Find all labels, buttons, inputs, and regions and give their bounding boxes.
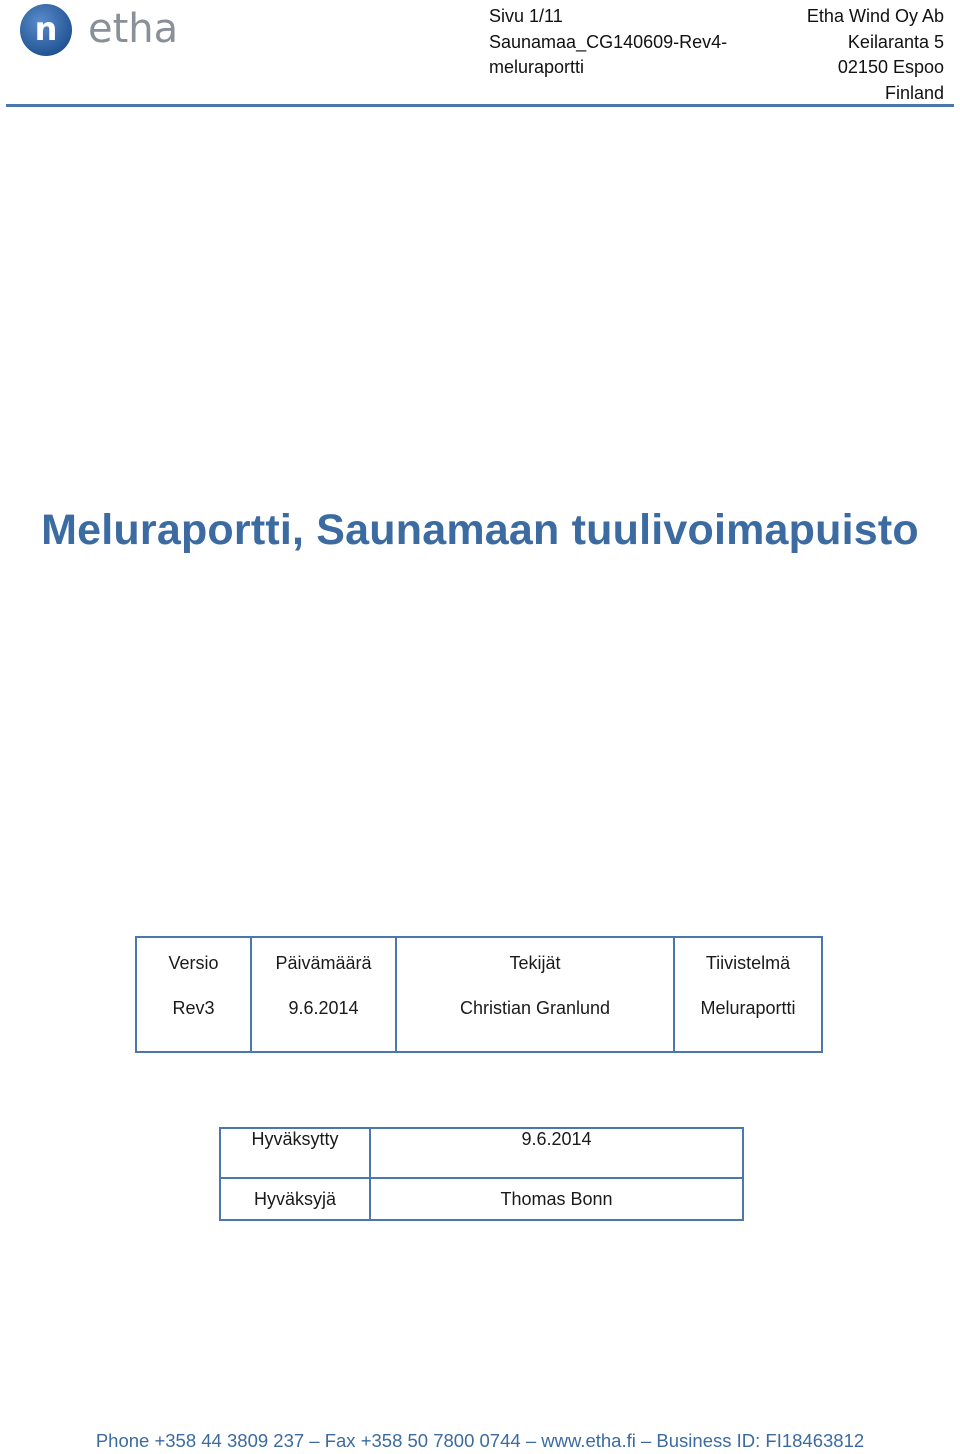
header-cell-version: Versio — [136, 937, 251, 988]
header-doc-info — [489, 4, 727, 81]
city-address: 02150 Espoo — [837, 57, 944, 77]
header-divider — [6, 104, 954, 107]
company-address — [807, 4, 944, 106]
header-cell-authors: Tekijät — [396, 937, 674, 988]
table-row — [136, 988, 822, 1052]
approved-date: 9.6.2014 — [370, 1128, 743, 1178]
footer-contact: Phone +358 44 3809 237 – Fax +358 50 7800 0744 – www.etha.fi – Business ID: FI18463812 — [95, 1430, 865, 1451]
doc-id-line2: meluraportti — [489, 57, 585, 77]
cell-date: 9.6.2014 — [251, 988, 396, 1052]
approved-label: Hyväksytty — [220, 1128, 370, 1178]
street-address: Keilaranta 5 — [847, 31, 944, 52]
approver-label: Hyväksyjä — [220, 1178, 370, 1220]
cell-summary: Meluraportti — [674, 988, 822, 1052]
cell-version: Rev3 — [136, 988, 251, 1052]
logo-mark: n — [34, 10, 58, 48]
approval-table — [219, 1127, 744, 1221]
page-number: Sivu 1/11 — [489, 6, 563, 26]
version-table — [135, 936, 823, 1053]
table-row — [220, 1178, 743, 1220]
etha-logo — [16, 2, 216, 58]
table-row — [220, 1128, 743, 1178]
header-cell-date: Päivämäärä — [251, 937, 396, 988]
country: Finland — [884, 82, 944, 103]
table-header-row — [136, 937, 822, 988]
document-title: Meluraportti, Saunamaan tuulivoimapuisto — [41, 506, 919, 554]
cell-authors: Christian Granlund — [396, 988, 674, 1052]
header-cell-summary: Tiivistelmä — [674, 937, 822, 988]
doc-id-line1: Saunamaa_CG140609-Rev4- — [489, 31, 728, 52]
logo-wordmark: etha — [88, 6, 179, 52]
company-name: Etha Wind Oy Ab — [806, 6, 944, 26]
approver-name: Thomas Bonn — [370, 1178, 743, 1220]
